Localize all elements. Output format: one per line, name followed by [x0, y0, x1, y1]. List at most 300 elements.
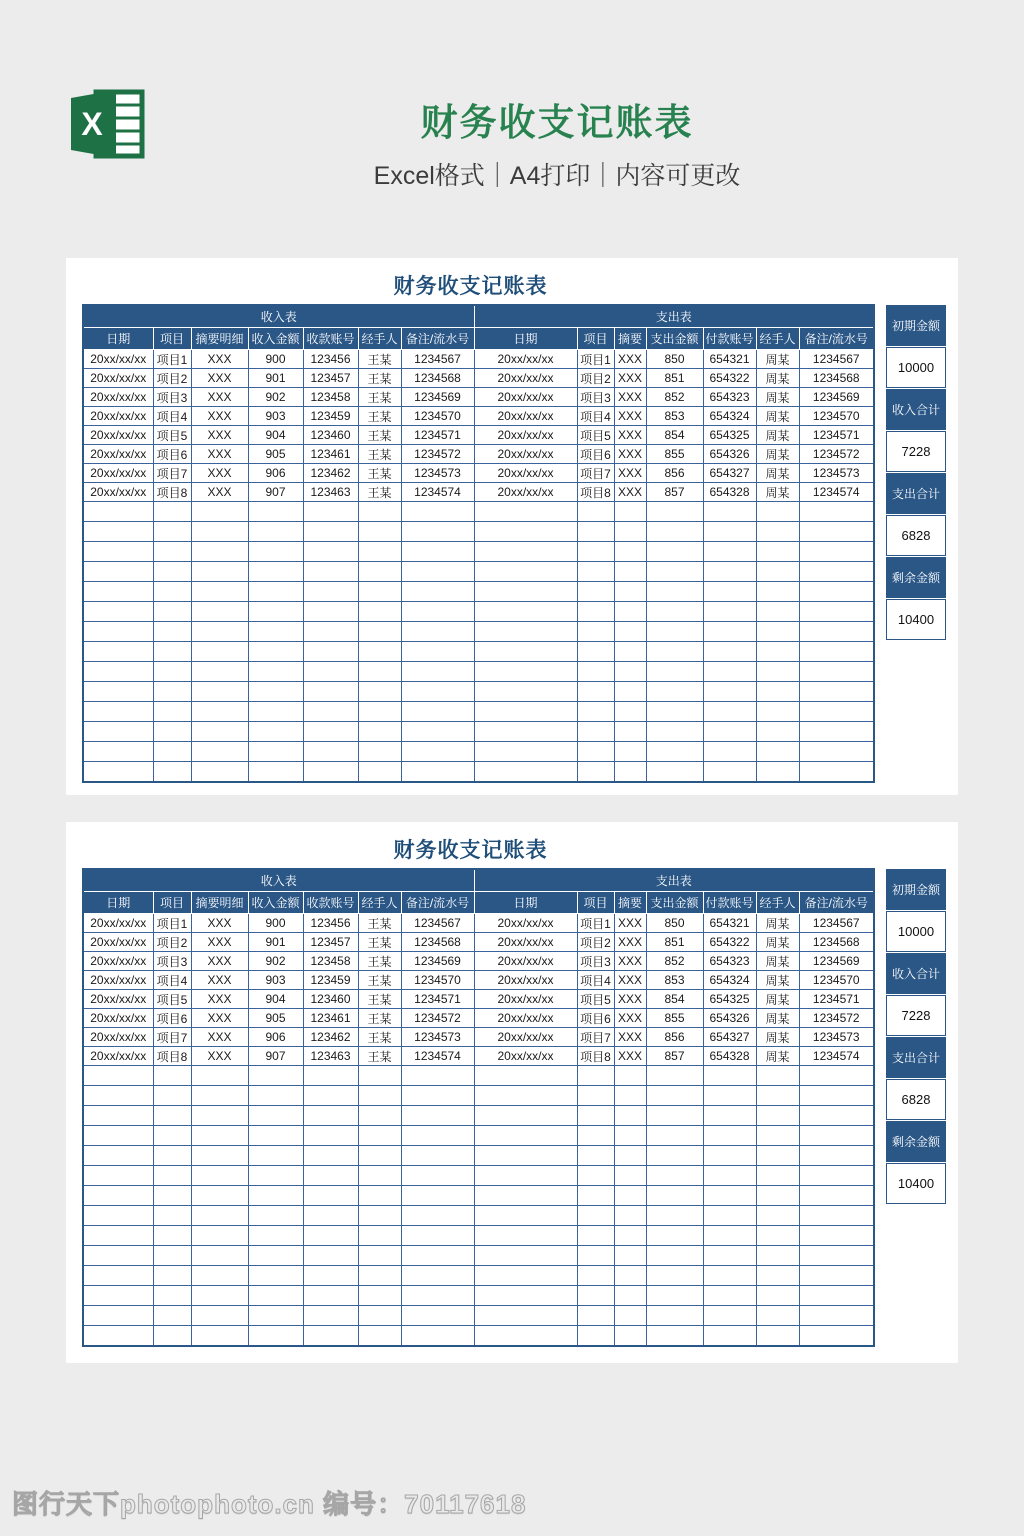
column-header-row: [83, 892, 874, 914]
table-cell: 项目2: [153, 369, 191, 388]
column-header: 项目: [153, 328, 191, 350]
empty-cell: [191, 1126, 248, 1146]
summary-value: 7228: [886, 995, 946, 1036]
empty-cell: [303, 562, 358, 582]
table-cell: 项目6: [577, 1009, 614, 1028]
table-cell: 123460: [303, 990, 358, 1009]
table-cell: 项目7: [153, 464, 191, 483]
table-cell: 20xx/xx/xx: [83, 952, 153, 971]
empty-cell: [401, 582, 474, 602]
empty-cell: [358, 702, 401, 722]
empty-cell: [646, 1086, 703, 1106]
table-cell: 1234572: [401, 1009, 474, 1028]
empty-cell: [474, 522, 577, 542]
table-cell: 项目3: [153, 952, 191, 971]
empty-cell: [401, 642, 474, 662]
table-cell: 20xx/xx/xx: [83, 407, 153, 426]
table-cell: 1234573: [799, 464, 874, 483]
empty-cell: [248, 582, 303, 602]
empty-cell: [358, 542, 401, 562]
empty-cell: [401, 1206, 474, 1226]
empty-cell: [756, 1326, 799, 1347]
table-cell: 王某: [358, 369, 401, 388]
table-cell: 项目4: [577, 407, 614, 426]
empty-cell: [756, 742, 799, 762]
empty-cell: [303, 1266, 358, 1286]
table-cell: 1234573: [401, 1028, 474, 1047]
table-cell: 20xx/xx/xx: [474, 952, 577, 971]
empty-cell: [303, 1286, 358, 1306]
empty-cell: [191, 702, 248, 722]
empty-cell: [799, 1206, 874, 1226]
empty-cell: [577, 642, 614, 662]
empty-cell: [303, 1206, 358, 1226]
empty-cell: [756, 622, 799, 642]
column-header: 支出金额: [646, 328, 703, 350]
empty-row: [83, 1146, 874, 1166]
table-cell: XXX: [191, 933, 248, 952]
empty-cell: [303, 1066, 358, 1086]
empty-cell: [153, 582, 191, 602]
table-row: [83, 464, 874, 483]
empty-cell: [614, 602, 646, 622]
table-cell: 1234570: [401, 407, 474, 426]
table-cell: 654326: [703, 445, 756, 464]
empty-cell: [646, 1166, 703, 1186]
table-cell: XXX: [614, 1047, 646, 1066]
empty-cell: [756, 1306, 799, 1326]
table-cell: 1234569: [799, 388, 874, 407]
table-cell: XXX: [614, 971, 646, 990]
empty-cell: [248, 602, 303, 622]
empty-cell: [248, 1146, 303, 1166]
table-row: [83, 990, 874, 1009]
empty-cell: [614, 522, 646, 542]
income-table-group-header: 收入表: [83, 305, 474, 328]
table-cell: 654326: [703, 1009, 756, 1028]
table-cell: 项目6: [153, 445, 191, 464]
empty-cell: [358, 1246, 401, 1266]
empty-cell: [401, 682, 474, 702]
empty-cell: [474, 1106, 577, 1126]
empty-cell: [83, 662, 153, 682]
empty-cell: [358, 522, 401, 542]
table-cell: XXX: [191, 350, 248, 369]
empty-cell: [646, 682, 703, 702]
empty-cell: [191, 762, 248, 783]
table-cell: 王某: [358, 990, 401, 1009]
table-row: [83, 388, 874, 407]
empty-row: [83, 1246, 874, 1266]
table-cell: 项目2: [153, 933, 191, 952]
empty-cell: [358, 742, 401, 762]
table-cell: 123458: [303, 388, 358, 407]
empty-cell: [401, 1086, 474, 1106]
empty-cell: [577, 742, 614, 762]
empty-cell: [703, 762, 756, 783]
empty-cell: [358, 1226, 401, 1246]
empty-cell: [577, 622, 614, 642]
empty-row: [83, 562, 874, 582]
empty-row: [83, 742, 874, 762]
column-header: 摘要: [614, 892, 646, 914]
table-cell: 851: [646, 933, 703, 952]
empty-cell: [83, 682, 153, 702]
empty-cell: [401, 662, 474, 682]
table-cell: 周某: [756, 933, 799, 952]
table-cell: 项目4: [153, 971, 191, 990]
empty-cell: [799, 1246, 874, 1266]
table-cell: 项目5: [153, 426, 191, 445]
table-cell: 20xx/xx/xx: [83, 914, 153, 933]
empty-cell: [703, 1226, 756, 1246]
empty-cell: [646, 562, 703, 582]
empty-cell: [474, 1086, 577, 1106]
empty-cell: [401, 522, 474, 542]
empty-cell: [153, 542, 191, 562]
sheet-title: 财务收支记账表: [393, 275, 548, 298]
empty-cell: [799, 1146, 874, 1166]
empty-cell: [303, 1306, 358, 1326]
empty-cell: [614, 1266, 646, 1286]
empty-cell: [83, 1326, 153, 1347]
empty-cell: [303, 502, 358, 522]
empty-row: [83, 1306, 874, 1326]
page-title: 财务收支记账表: [420, 102, 694, 143]
empty-cell: [756, 1166, 799, 1186]
table-cell: 20xx/xx/xx: [83, 933, 153, 952]
table-cell: 王某: [358, 952, 401, 971]
table-cell: 20xx/xx/xx: [474, 933, 577, 952]
empty-cell: [191, 1066, 248, 1086]
table-cell: 王某: [358, 1028, 401, 1047]
table-cell: 周某: [756, 369, 799, 388]
empty-cell: [614, 702, 646, 722]
table-cell: 王某: [358, 407, 401, 426]
table-cell: 856: [646, 1028, 703, 1047]
empty-cell: [474, 1326, 577, 1347]
empty-cell: [474, 642, 577, 662]
empty-cell: [358, 622, 401, 642]
empty-cell: [248, 1106, 303, 1126]
empty-cell: [191, 1326, 248, 1347]
table-row: [83, 952, 874, 971]
empty-cell: [401, 502, 474, 522]
empty-cell: [153, 1206, 191, 1226]
empty-cell: [799, 542, 874, 562]
empty-row: [83, 1166, 874, 1186]
table-cell: 王某: [358, 464, 401, 483]
table-cell: 周某: [756, 1047, 799, 1066]
table-cell: 项目1: [577, 914, 614, 933]
empty-cell: [153, 1286, 191, 1306]
empty-cell: [756, 1066, 799, 1086]
table-cell: 项目8: [577, 1047, 614, 1066]
empty-cell: [191, 522, 248, 542]
empty-cell: [358, 602, 401, 622]
empty-row: [83, 662, 874, 682]
table-row: [83, 369, 874, 388]
table-cell: 654323: [703, 952, 756, 971]
sheet-panel: [66, 822, 958, 1363]
table-cell: 654321: [703, 914, 756, 933]
table-cell: 902: [248, 952, 303, 971]
empty-cell: [646, 762, 703, 783]
empty-cell: [153, 1226, 191, 1246]
table-cell: 王某: [358, 914, 401, 933]
empty-cell: [83, 562, 153, 582]
empty-cell: [703, 542, 756, 562]
table-cell: 1234570: [799, 971, 874, 990]
empty-cell: [191, 742, 248, 762]
column-header: 日期: [83, 328, 153, 350]
table-cell: 654324: [703, 971, 756, 990]
table-cell: 854: [646, 426, 703, 445]
table-cell: 周某: [756, 388, 799, 407]
empty-cell: [646, 1146, 703, 1166]
sheet-body: [66, 868, 958, 1347]
empty-cell: [358, 582, 401, 602]
empty-cell: [646, 582, 703, 602]
empty-cell: [703, 1206, 756, 1226]
table-cell: XXX: [614, 369, 646, 388]
empty-cell: [191, 1286, 248, 1306]
table-cell: 20xx/xx/xx: [474, 350, 577, 369]
empty-cell: [756, 1246, 799, 1266]
table-cell: 1234567: [401, 350, 474, 369]
table-cell: 123456: [303, 914, 358, 933]
empty-cell: [756, 1126, 799, 1146]
empty-cell: [358, 1186, 401, 1206]
table-cell: 王某: [358, 933, 401, 952]
table-cell: 20xx/xx/xx: [474, 990, 577, 1009]
table-cell: 项目4: [153, 407, 191, 426]
empty-cell: [646, 622, 703, 642]
svg-text:X: X: [81, 106, 103, 142]
column-header: 收入金额: [248, 892, 303, 914]
empty-cell: [248, 1126, 303, 1146]
empty-cell: [646, 542, 703, 562]
empty-cell: [191, 682, 248, 702]
empty-cell: [303, 1226, 358, 1246]
empty-cell: [248, 1306, 303, 1326]
empty-row: [83, 1186, 874, 1206]
table-cell: 903: [248, 407, 303, 426]
table-cell: XXX: [191, 1009, 248, 1028]
empty-cell: [614, 742, 646, 762]
empty-cell: [303, 602, 358, 622]
empty-cell: [577, 1246, 614, 1266]
empty-cell: [646, 1066, 703, 1086]
column-header: 收款账号: [303, 328, 358, 350]
table-cell: 905: [248, 445, 303, 464]
column-header: 备注/流水号: [799, 892, 874, 914]
table-cell: 20xx/xx/xx: [474, 1047, 577, 1066]
table-cell: 123458: [303, 952, 358, 971]
empty-cell: [756, 1206, 799, 1226]
empty-cell: [577, 602, 614, 622]
empty-cell: [646, 1306, 703, 1326]
empty-cell: [646, 1106, 703, 1126]
table-cell: 周某: [756, 445, 799, 464]
empty-cell: [303, 542, 358, 562]
empty-cell: [358, 1066, 401, 1086]
table-row: [83, 933, 874, 952]
empty-cell: [614, 1246, 646, 1266]
empty-cell: [703, 1246, 756, 1266]
column-header: 日期: [83, 892, 153, 914]
empty-cell: [577, 522, 614, 542]
empty-row: [83, 1226, 874, 1246]
empty-cell: [153, 742, 191, 762]
table-cell: 1234574: [799, 1047, 874, 1066]
table-cell: 654321: [703, 350, 756, 369]
income-table-group-header: 收入表: [83, 869, 474, 892]
table-cell: 907: [248, 1047, 303, 1066]
empty-cell: [248, 722, 303, 742]
table-cell: 1234572: [799, 1009, 874, 1028]
empty-cell: [358, 722, 401, 742]
table-cell: 1234570: [799, 407, 874, 426]
empty-cell: [358, 1286, 401, 1306]
summary-value: 6828: [886, 1079, 946, 1120]
table-cell: 654325: [703, 426, 756, 445]
table-cell: 周某: [756, 464, 799, 483]
empty-row: [83, 762, 874, 783]
empty-cell: [191, 662, 248, 682]
empty-cell: [756, 502, 799, 522]
empty-cell: [614, 562, 646, 582]
table-cell: 20xx/xx/xx: [474, 464, 577, 483]
empty-cell: [646, 1326, 703, 1347]
summary-label: 剩余金额: [886, 557, 946, 598]
table-cell: 王某: [358, 388, 401, 407]
empty-cell: [474, 1226, 577, 1246]
table-cell: 1234572: [401, 445, 474, 464]
table-cell: XXX: [614, 388, 646, 407]
empty-cell: [703, 1326, 756, 1347]
empty-cell: [799, 682, 874, 702]
table-cell: 1234568: [799, 369, 874, 388]
empty-cell: [756, 582, 799, 602]
table-cell: 1234568: [401, 933, 474, 952]
table-cell: XXX: [614, 990, 646, 1009]
empty-cell: [799, 1266, 874, 1286]
table-cell: 项目3: [153, 388, 191, 407]
table-cell: XXX: [191, 1028, 248, 1047]
empty-cell: [474, 662, 577, 682]
empty-cell: [358, 1206, 401, 1226]
table-cell: 王某: [358, 445, 401, 464]
table-cell: 20xx/xx/xx: [474, 914, 577, 933]
empty-cell: [799, 742, 874, 762]
table-cell: 850: [646, 350, 703, 369]
table-cell: 项目3: [577, 952, 614, 971]
empty-cell: [614, 682, 646, 702]
empty-cell: [799, 1126, 874, 1146]
empty-cell: [153, 1306, 191, 1326]
column-header: 备注/流水号: [799, 328, 874, 350]
table-cell: 654328: [703, 1047, 756, 1066]
empty-cell: [799, 1326, 874, 1347]
table-cell: 王某: [358, 1047, 401, 1066]
table-cell: XXX: [191, 388, 248, 407]
empty-cell: [248, 1086, 303, 1106]
empty-cell: [153, 1086, 191, 1106]
empty-cell: [248, 742, 303, 762]
table-cell: 项目8: [153, 483, 191, 502]
empty-cell: [799, 582, 874, 602]
empty-cell: [703, 622, 756, 642]
empty-cell: [83, 1186, 153, 1206]
empty-cell: [153, 702, 191, 722]
empty-cell: [191, 1106, 248, 1126]
empty-cell: [153, 622, 191, 642]
empty-cell: [577, 722, 614, 742]
table-row: [83, 914, 874, 933]
table-cell: 123461: [303, 445, 358, 464]
empty-cell: [248, 1226, 303, 1246]
table-cell: 900: [248, 350, 303, 369]
table-cell: 906: [248, 1028, 303, 1047]
table-cell: XXX: [191, 990, 248, 1009]
table-cell: 1234574: [799, 483, 874, 502]
table-cell: 20xx/xx/xx: [474, 971, 577, 990]
empty-cell: [474, 1306, 577, 1326]
empty-cell: [303, 582, 358, 602]
empty-row: [83, 1266, 874, 1286]
empty-cell: [248, 1326, 303, 1347]
summary-value: 10400: [886, 1163, 946, 1204]
empty-cell: [401, 742, 474, 762]
table-cell: 20xx/xx/xx: [474, 388, 577, 407]
table-cell: 项目6: [577, 445, 614, 464]
empty-cell: [83, 1106, 153, 1126]
column-header: 经手人: [358, 328, 401, 350]
column-header: 收入金额: [248, 328, 303, 350]
table-cell: 周某: [756, 1028, 799, 1047]
empty-cell: [646, 1186, 703, 1206]
empty-cell: [83, 542, 153, 562]
empty-cell: [474, 742, 577, 762]
table-row: [83, 1047, 874, 1066]
empty-cell: [83, 1266, 153, 1286]
table-cell: 项目8: [153, 1047, 191, 1066]
table-row: [83, 445, 874, 464]
table-cell: 900: [248, 914, 303, 933]
empty-cell: [83, 582, 153, 602]
table-cell: 854: [646, 990, 703, 1009]
empty-cell: [703, 1166, 756, 1186]
table-cell: 654324: [703, 407, 756, 426]
empty-cell: [303, 722, 358, 742]
empty-row: [83, 1106, 874, 1126]
empty-cell: [703, 682, 756, 702]
empty-cell: [799, 502, 874, 522]
empty-cell: [191, 1146, 248, 1166]
empty-cell: [248, 542, 303, 562]
empty-cell: [248, 662, 303, 682]
table-cell: 1234571: [401, 990, 474, 1009]
empty-row: [83, 522, 874, 542]
empty-cell: [756, 602, 799, 622]
table-cell: 654327: [703, 464, 756, 483]
empty-cell: [83, 722, 153, 742]
empty-row: [83, 702, 874, 722]
empty-cell: [756, 522, 799, 542]
table-cell: 123460: [303, 426, 358, 445]
table-cell: 654323: [703, 388, 756, 407]
